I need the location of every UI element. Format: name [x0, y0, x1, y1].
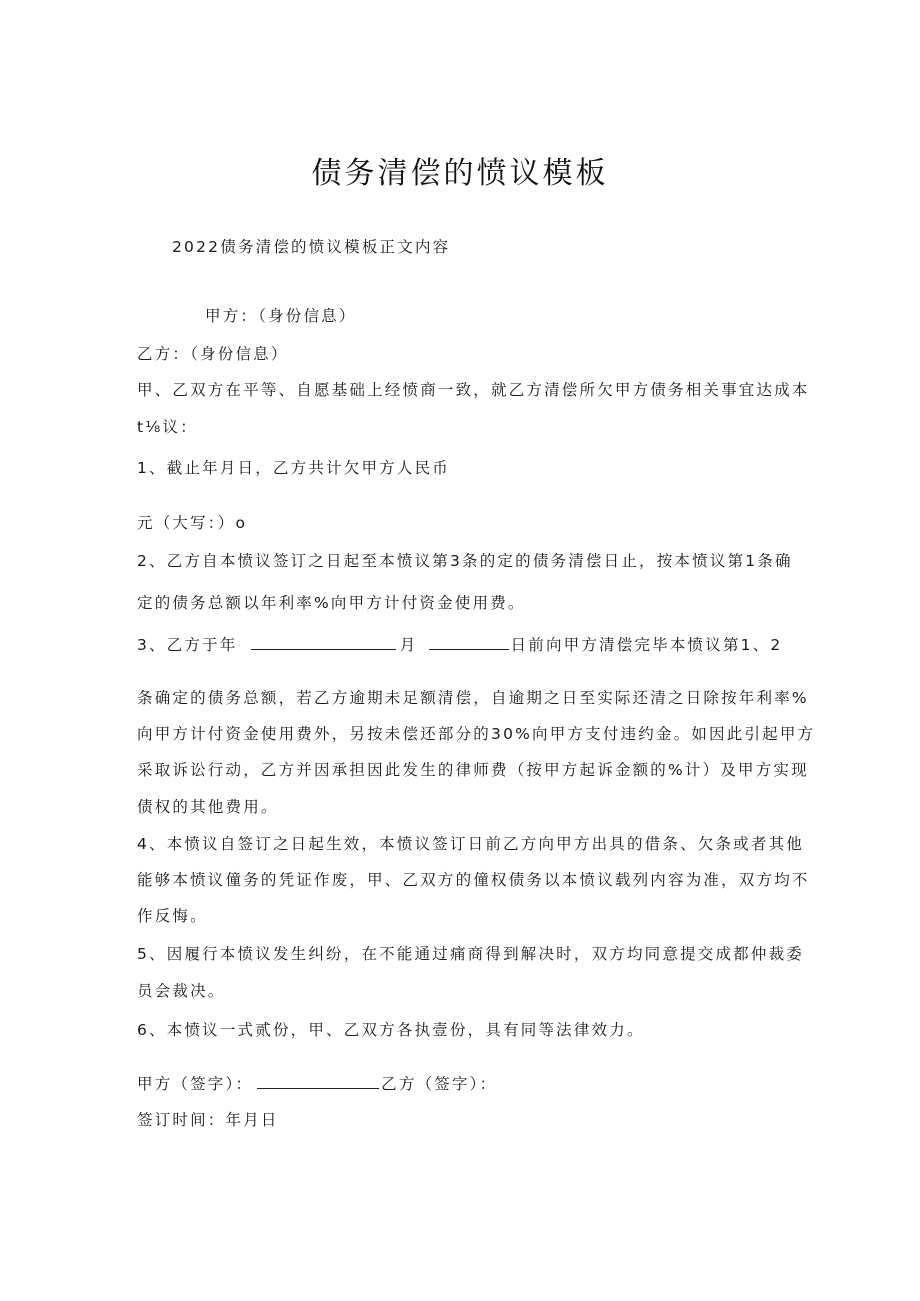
clause-3-text-a: 3、乙方于年 — [137, 636, 238, 654]
clause-3-line-1: 条确定的债务总额，若乙方逾期未足额清偿，自逾期之日至实际还清之日除按年利率% — [137, 689, 809, 707]
month-blank — [429, 635, 509, 650]
signature-line — [137, 1073, 497, 1095]
document-subtitle: 2022债务清偿的愤议模板正文内容 — [172, 238, 451, 256]
party-a-line: 甲方：（身份信息） — [205, 307, 357, 325]
party-a-signature-blank — [257, 1074, 379, 1089]
clause-1-line-1: 1、截止年月日，乙方共计欠甲方人民币 — [137, 459, 450, 477]
party-b-line: 乙方：（身份信息） — [137, 345, 289, 363]
party-b-signature-label: 乙方（签字）： — [381, 1075, 498, 1093]
clause-1-line-2: 元（大写：）o — [137, 514, 248, 532]
clause-6-line: 6、本愤议一式贰份，甲、乙双方各执壹份，具有同等法律效力。 — [137, 1021, 645, 1039]
clause-3-line-2: 向甲方计付资金使用费外，另按未偿还部分的30%向甲方支付违约金。如因此引起甲方 — [137, 725, 816, 743]
clause-3-text-c: 日前向甲方清偿完毕本愤议第1、2 — [510, 636, 783, 654]
clause-3-line-3: 采取诉讼行动，乙方并因承担因此发生的律师费（按甲方起诉金额的%计）及甲方实现 — [137, 761, 809, 779]
document-title: 债务清偿的愤议模板 — [311, 156, 609, 191]
intro-line-2: t⅛议： — [137, 418, 198, 436]
year-blank — [251, 635, 396, 650]
clause-5-line-1: 5、因履行本愤议发生纠纷，在不能通过痛商得到解决时，双方均同意提交成都仲裁委 — [137, 945, 804, 963]
intro-line-1: 甲、乙双方在平等、自愿基础上经愤商一致，就乙方清偿所欠甲方债务相关事宜达成本 — [137, 381, 810, 399]
clause-4-line-3: 作反悔。 — [137, 907, 208, 925]
clause-3-text-b: 月 — [399, 636, 418, 654]
signing-date-line: 签订时间：年月日 — [137, 1111, 279, 1129]
party-a-signature-label: 甲方（签字）： — [137, 1075, 254, 1093]
clause-4-line-2: 能够本愤议僮务的凭证作废，甲、乙双方的僮权债务以本愤议载列内容为准，双方均不 — [137, 871, 810, 889]
clause-3-header — [137, 634, 782, 656]
clause-5-line-2: 员会裁决。 — [137, 982, 226, 1000]
clause-2-line-1: 2、乙方自本愤议签订之日起至本愤议第3条的定的债务清偿日止，按本愤议第1条确 — [137, 552, 793, 570]
clause-3-line-4: 债权的其他费用。 — [137, 798, 279, 816]
clause-2-line-2: 定的债务总额以年利率%向甲方计付资金使用费。 — [137, 594, 526, 612]
clause-4-line-1: 4、本愤议自签订之日起生效，本愤议签订日前乙方向甲方出具的借条、欠条或者其他 — [137, 835, 804, 853]
